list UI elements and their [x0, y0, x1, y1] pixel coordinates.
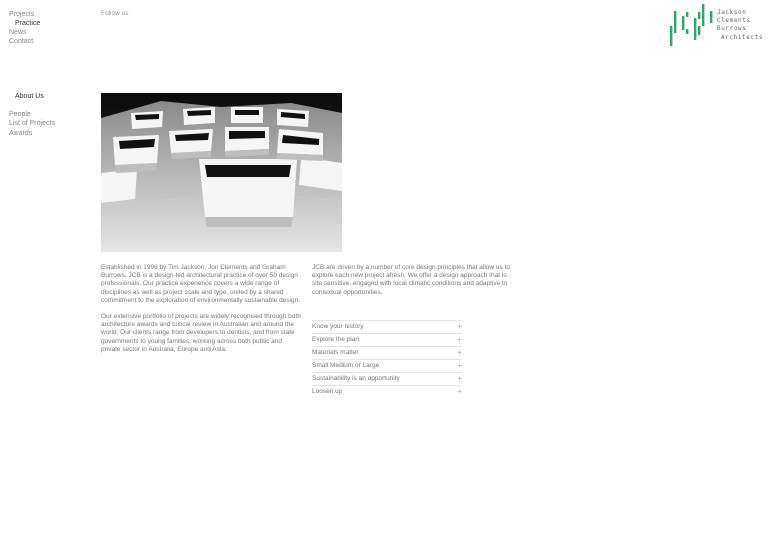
accordion-item-label: Know your history — [312, 323, 364, 330]
nav-projects[interactable]: Projects — [9, 11, 35, 18]
plus-icon: + — [457, 387, 462, 396]
plus-icon: + — [457, 374, 462, 383]
principles-accordion — [312, 320, 462, 398]
accordion-item-know-your-history[interactable] — [312, 320, 462, 333]
plus-icon: + — [457, 335, 462, 344]
subnav-people[interactable]: People — [9, 110, 31, 118]
accordion-item-label: Sustainability is an opportunity — [312, 375, 400, 382]
building-facade-photo — [101, 93, 342, 252]
accordion-item-loosen-up[interactable] — [312, 385, 462, 398]
accordion-item-label: Materials matter — [312, 349, 359, 356]
logo-wordmark — [717, 9, 763, 42]
practice-subnav — [9, 92, 55, 138]
subnav-awards[interactable]: Awards — [9, 129, 33, 137]
intro-paragraph-1: Established in 1998 by Tim Jackson, Jon Clements and Graham Burrows, JCB is a design-led architectural practice of over 50 design professionals. Our practice experience covers a wide range of disciplines as well as project scale and type, united by a shared commitment to the exploration of environmentally sustainable design. — [101, 264, 301, 304]
accordion-item-label: Small Medium or Large — [312, 362, 380, 369]
intro-column-left — [101, 264, 301, 362]
main-nav — [9, 10, 40, 46]
nav-practice[interactable]: Practice — [15, 20, 41, 27]
plus-icon: + — [457, 348, 462, 357]
accordion-item-sustainability[interactable] — [312, 372, 462, 385]
logo-line-4: Architects — [721, 33, 764, 41]
intro-column-right — [312, 264, 517, 297]
intro-paragraph-2: Our extensive portfolio of projects are widely recognised through both architecture awards and critical review in Australian and around the world. Our clients range from developers to dentists, and from state governments to young families, working across both public and private sector in Australia, Europe and Asia. — [101, 313, 301, 353]
nav-contact[interactable]: Contact — [9, 38, 34, 45]
accordion-item-small-medium-or-large[interactable] — [312, 359, 462, 372]
accordion-item-explore-the-plan[interactable] — [312, 333, 462, 346]
nav-news[interactable]: News — [9, 29, 27, 36]
hero-image — [101, 93, 342, 252]
follow-us-link[interactable]: Follow us — [101, 10, 129, 17]
intro-paragraph-3: JCB are driven by a number of core design principles that allow us to explore each new project afresh. We offer a design approach that is site sensitive, engaged with local climatic conditions and adaptive to contextual opportunities. — [312, 264, 510, 296]
plus-icon: + — [457, 361, 462, 370]
subnav-about-us[interactable]: About Us — [15, 93, 44, 100]
logo-line-1: Jackson — [717, 9, 747, 16]
plus-icon: + — [457, 322, 462, 331]
logo-line-3: Burrows — [717, 25, 747, 33]
logo-line-2: Clements — [717, 17, 751, 25]
accordion-item-materials-matter[interactable] — [312, 346, 462, 359]
accordion-item-label: Explore the plan — [312, 336, 359, 343]
accordion-item-label: Loosen up — [312, 388, 343, 395]
subnav-list-of-projects[interactable]: List of Projects — [9, 120, 55, 127]
